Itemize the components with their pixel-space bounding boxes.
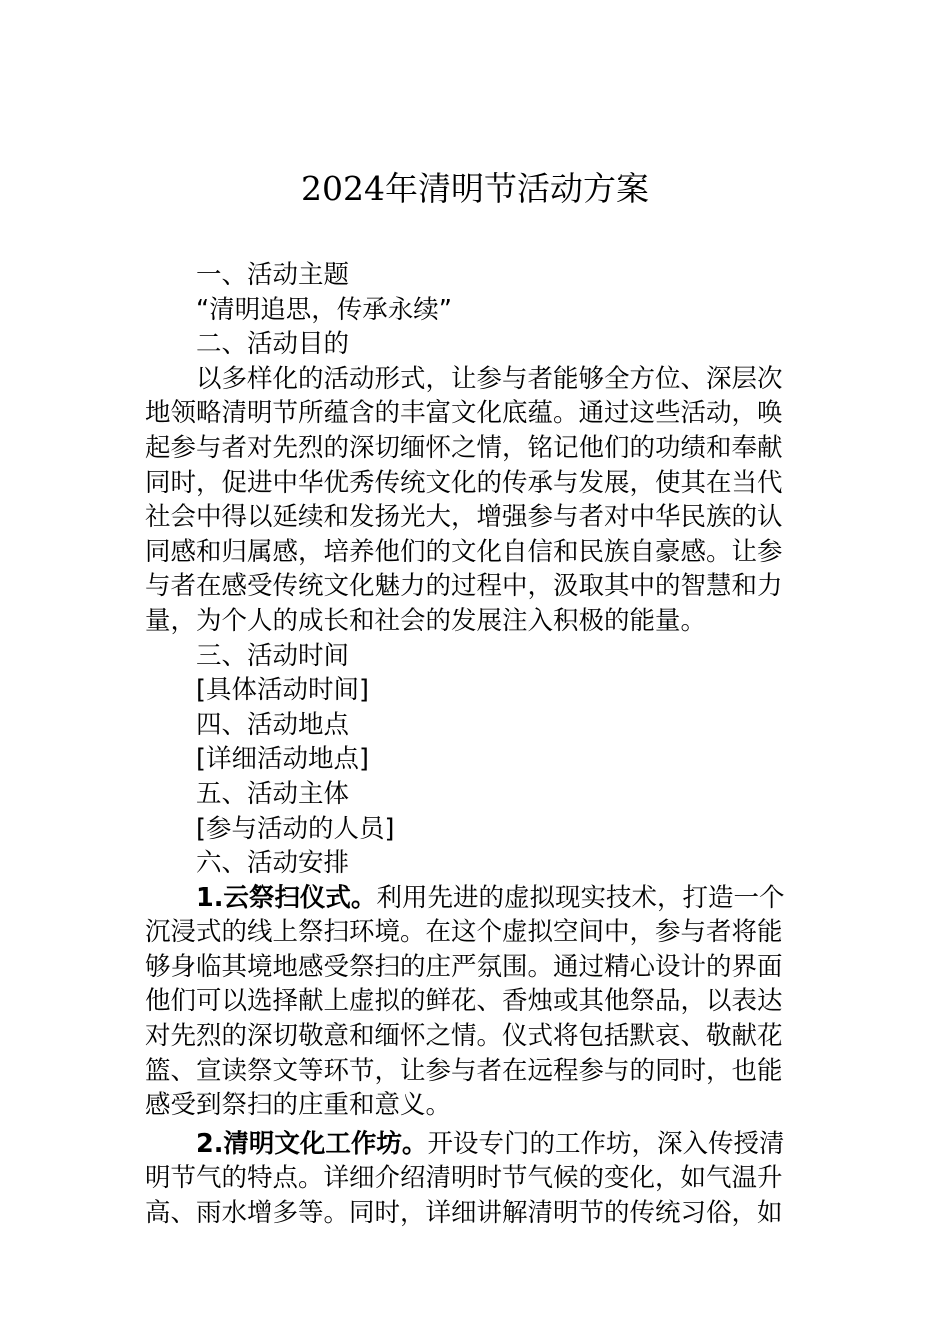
item2-first-text: 开设专门的工作坊，深入传授清 — [427, 1128, 785, 1159]
section-heading-schedule: 六、活动安排 — [196, 848, 350, 879]
item2-first-line — [145, 1127, 810, 1162]
section-heading-purpose: 二、活动目的 — [196, 329, 350, 360]
item1-line: 对先烈的深切敬意和缅怀之情。仪式将包括默哀、敬献花 — [145, 1021, 783, 1052]
item1-line: 感受到祭扫的庄重和意义。 — [145, 1090, 452, 1121]
item2-line: 高、雨水增多等。同时，详细讲解清明节的传统习俗，如 — [145, 1198, 783, 1229]
purpose-line: 同感和归属感，培养他们的文化自信和民族自豪感。让参 — [145, 536, 783, 567]
item1-line: 他们可以选择献上虚拟的鲜花、香烛或其他祭品，以表达 — [145, 986, 783, 1017]
time-placeholder: [具体活动时间] — [196, 675, 369, 706]
purpose-line: 与者在感受传统文化魅力的过程中，汲取其中的智慧和力 — [145, 571, 783, 602]
item1-line: 篮、宣读祭文等环节，让参与者在远程参与的同时，也能 — [145, 1055, 783, 1086]
item1-heading: 1.云祭扫仪式。 — [196, 882, 377, 913]
participants-placeholder: [参与活动的人员] — [196, 813, 395, 844]
purpose-line: 以多样化的活动形式，让参与者能够全方位、深层次 — [196, 363, 783, 394]
item1-first-line — [145, 881, 810, 916]
item1-line: 沉浸式的线上祭扫环境。在这个虚拟空间中，参与者将能 — [145, 917, 783, 948]
section-heading-theme: 一、活动主题 — [196, 260, 350, 290]
section-heading-location: 四、活动地点 — [196, 709, 350, 740]
item2-heading: 2.清明文化工作坊。 — [196, 1128, 428, 1159]
document-title: 2024年清明节活动方案 — [301, 169, 649, 208]
purpose-line: 同时，促进中华优秀传统文化的传承与发展，使其在当代 — [145, 467, 783, 498]
item2-line: 明节气的特点。详细介绍清明时节气候的变化，如气温升 — [145, 1163, 783, 1194]
purpose-line: 地领略清明节所蕴含的丰富文化底蕴。通过这些活动，唤 — [145, 398, 783, 429]
section-heading-time: 三、活动时间 — [196, 640, 350, 671]
location-placeholder: [详细活动地点] — [196, 744, 369, 775]
purpose-line: 社会中得以延续和发扬光大，增强参与者对中华民族的认 — [145, 502, 783, 533]
document-body — [145, 258, 810, 1231]
item1-first-text: 利用先进的虚拟现实技术，打造一个 — [376, 882, 785, 913]
section-heading-participants: 五、活动主体 — [196, 778, 350, 809]
theme-text: “清明追思，传承永续” — [196, 294, 452, 325]
item1-line: 够身临其境地感受祭扫的庄严氛围。通过精心设计的界面 — [145, 951, 783, 982]
purpose-line: 量，为个人的成长和社会的发展注入积极的能量。 — [145, 605, 707, 636]
purpose-line: 起参与者对先烈的深切缅怀之情，铭记他们的功绩和奉献 — [145, 432, 783, 463]
